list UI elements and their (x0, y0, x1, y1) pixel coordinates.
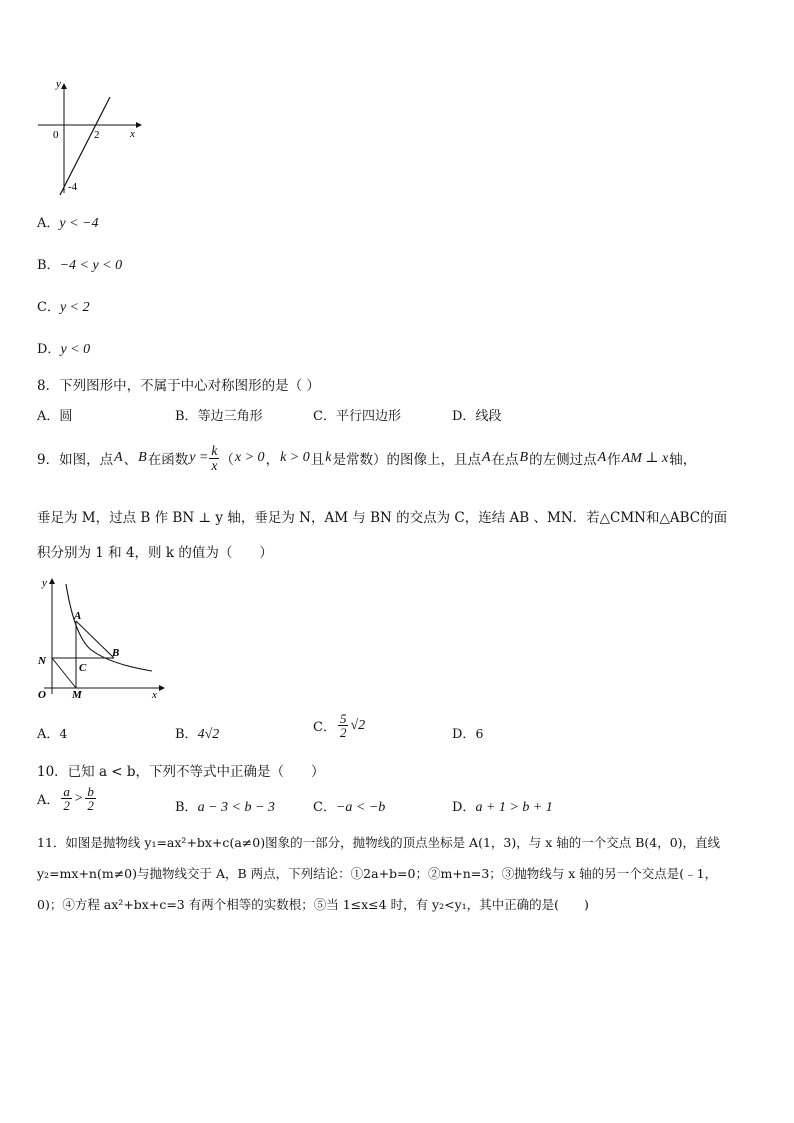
q8-stem: 8．下列图形中，不属于中心对称图形的是（ ） (37, 378, 320, 394)
hyperbola-figure (34, 574, 169, 701)
q7-option-c[interactable]: C．y < 2 (37, 300, 90, 315)
q9-fraction-k-over-x: $\frac{k}{x}$ (211, 443, 218, 473)
fig1-origin: 0 (53, 129, 59, 141)
fig2-x-label: x (152, 689, 157, 701)
fig1-y-label: y (56, 78, 61, 90)
q10-option-c[interactable]: C．−a < −b (313, 800, 386, 815)
q9-line1: 9．如图，点 A 、 B 在函数 y = $\frac{k}{x}$ （ x > 0 ， k > 0 且 k 是常数）的图像上，且点 A 在点 B 的左侧过点 A 作 AM ⊥ x 轴， (37, 443, 697, 473)
fig2-origin: O (38, 689, 46, 701)
q9-option-a[interactable]: A．4 (37, 726, 68, 742)
q9-option-b[interactable]: B．4√2 (175, 727, 220, 742)
fig2-point-m: M (72, 689, 82, 701)
q9-c-fraction: $\frac{5}{2}$ (339, 711, 347, 740)
q10-option-b[interactable]: B．a − 3 < b − 3 (175, 800, 275, 815)
q11-line2: y₂=mx+n(m≠0)与抛物线交于 A，B 两点，下列结论：①2a+b=0；②m+n=3；③抛物线与 x 轴的另一个交点是(﹣1， (37, 866, 718, 881)
q8-option-b[interactable]: B．等边三角形 (175, 409, 263, 424)
fig1-x-intercept: 2 (94, 129, 100, 141)
q8-option-a[interactable]: A．圆 (37, 409, 73, 424)
linear-function-graph (30, 75, 150, 200)
q7-option-a[interactable]: A．y < −4 (37, 216, 99, 231)
fig2-point-n: N (38, 655, 46, 667)
q9-line3: 积分别为 1 和 4，则 k 的值为（ ） (37, 545, 273, 561)
fig2-point-a: A (74, 610, 82, 622)
fig2-point-c: C (79, 662, 87, 674)
q8-option-c[interactable]: C．平行四边形 (313, 409, 401, 424)
q8-option-d[interactable]: D．线段 (452, 409, 502, 424)
q10-option-d[interactable]: D．a + 1 > b + 1 (452, 800, 553, 815)
q9-line2: 垂足为 M，过点 B 作 BN ⊥ y 轴，垂足为 N，AM 与 BN 的交点为 C，连结 AB 、MN．若△CMN和△ABC的面 (37, 510, 728, 526)
q7-option-b[interactable]: B．−4 < y < 0 (37, 258, 123, 273)
q9-option-d[interactable]: D．6 (452, 726, 484, 742)
q11-line1: 11．如图是抛物线 y₁=ax²+bx+c(a≠0)图象的一部分，抛物线的顶点坐标是 A(1，3)，与 x 轴的一个交点 B(4，0)，直线 (37, 835, 721, 850)
fig2-point-b: B (112, 647, 120, 659)
fig1-y-intercept: -4 (68, 181, 78, 193)
q11-line3: 0)；④方程 ax²+bx+c=3 有两个相等的实数根；⑤当 1≤x≤4 时，有 y₂<y₁，其中正确的是( ) (37, 897, 589, 912)
fig2-y-label: y (42, 577, 47, 589)
q7-option-d[interactable]: D．y < 0 (37, 342, 91, 357)
q9-option-c[interactable]: C． $\frac{5}{2}$ √2 (313, 711, 366, 740)
q10-option-a[interactable]: A． $\frac{a}{2}$ > $\frac{b}{2}$ (37, 784, 94, 813)
q10-stem: 10．已知 a < b，下列不等式中正确是（ ） (37, 764, 325, 780)
fig1-x-label: x (130, 128, 135, 140)
